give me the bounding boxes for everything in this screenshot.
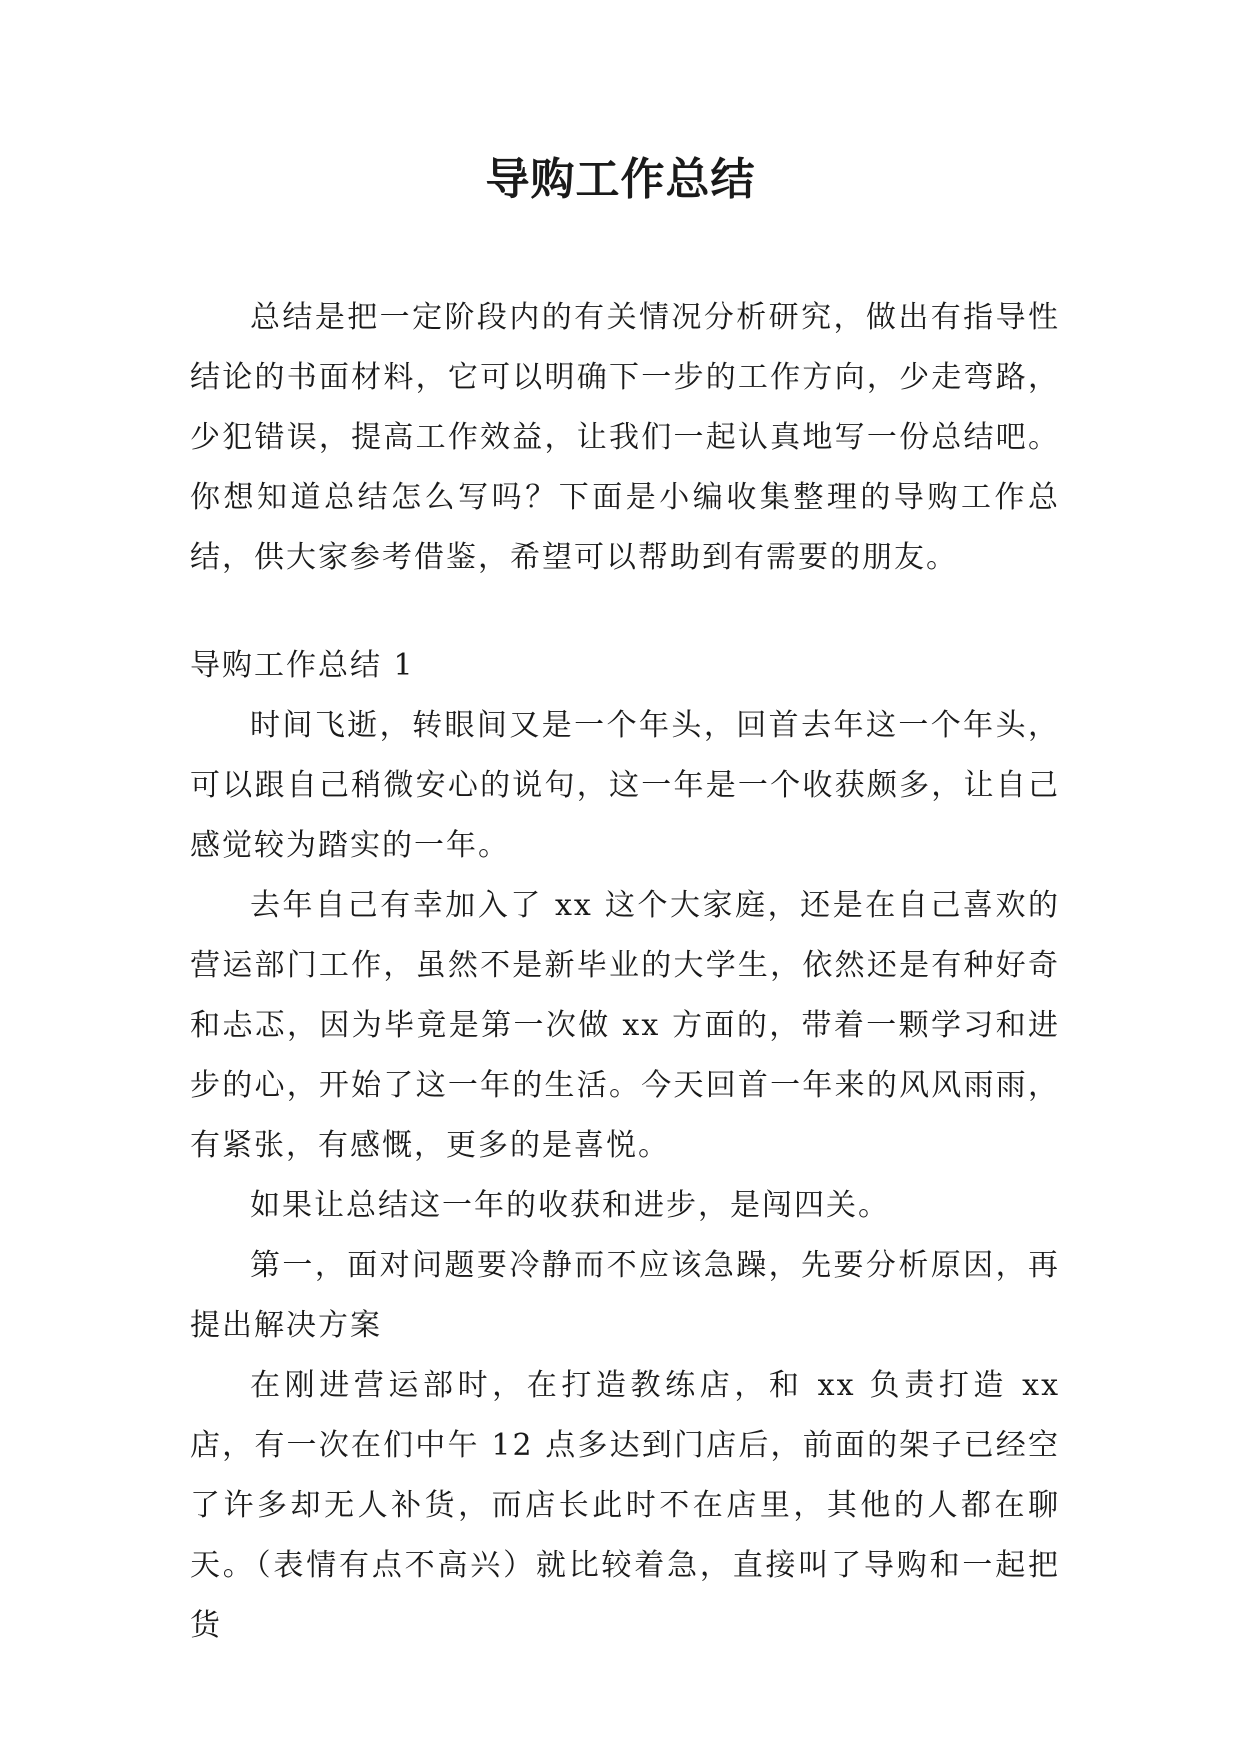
body-paragraph: 第一，面对问题要冷静而不应该急躁，先要分析原因，再提出解决方案 xyxy=(190,1248,1060,1343)
body-paragraph: 在刚进营运部时，在打造教练店，和 xx 负责打造 xx 店，有一次在们中午 12 点多达到门店后，前面的架子已经空了许多却无人补货，而店长此时不在店里，其他的人都在聊天。（表情有点不高兴）就比较着急，直接叫了导购和一起把货 xyxy=(190,1368,1060,1643)
body-paragraph: 如果让总结这一年的收获和进步，是闯四关。 xyxy=(250,1188,890,1223)
intro-paragraph: 总结是把一定阶段内的有关情况分析研究，做出有指导性结论的书面材料，它可以明确下一步的工作方向，少走弯路，少犯错误，提高工作效益，让我们一起认真地写一份总结吧。你想知道总结怎么写吗？下面是小编收集整理的导购工作总结，供大家参考借鉴，希望可以帮助到有需要的朋友。 xyxy=(190,300,1060,575)
document-title: 导购工作总结 xyxy=(485,154,756,205)
body-paragraph: 时间飞逝，转眼间又是一个年头，回首去年这一个年头，可以跟自己稍微安心的说句，这一年是一个收获颇多，让自己感觉较为踏实的一年。 xyxy=(190,708,1060,863)
section-heading: 导购工作总结 1 xyxy=(190,648,415,683)
body-paragraph: 去年自己有幸加入了 xx 这个大家庭，还是在自己喜欢的营运部门工作，虽然不是新毕业的大学生，依然还是有种好奇和忐忑，因为毕竟是第一次做 xx 方面的，带着一颗学习和进步的心，开始了这一年的生活。今天回首一年来的风风雨雨，有紧张，有感慨，更多的是喜悦。 xyxy=(190,888,1060,1163)
intro-block xyxy=(190,288,1060,588)
section-content xyxy=(190,636,1060,1656)
